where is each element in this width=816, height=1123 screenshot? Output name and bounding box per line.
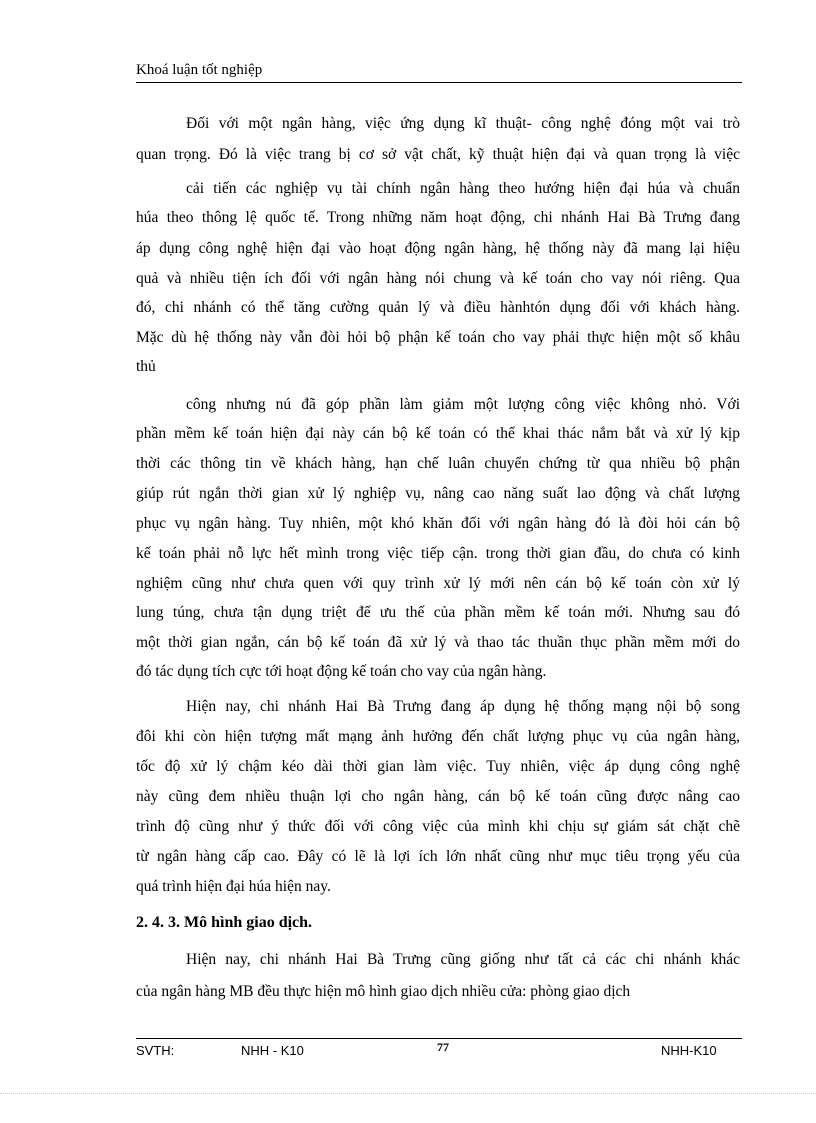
body-line: quá trình hiện đại húa hiện nay.	[136, 878, 331, 895]
body-line: của ngân hàng MB đều thực hiện mô hình giao dịch nhiều cửa: phòng giao dịch	[136, 983, 631, 1000]
body-line: đó tác dụng tích cực tới hoạt động kế toán cho vay của ngân hàng.	[136, 663, 547, 680]
body-line: phần mềm kế toán hiện đại này cán bộ kế toán có thể khai thác nắm bắt và xử lý kịp	[136, 425, 740, 442]
body-line: trình độ cũng như ý thức đối với công việc của mình khi chịu sự giám sát chặt chẽ	[136, 818, 740, 835]
body-line: Hiện nay, chi nhánh Hai Bà Trưng cũng giống như tất cả các chi nhánh khác	[186, 951, 740, 968]
body-line: đó, chi nhánh có thể tăng cường quản lý và điều hànhtón dụng đối với khách hàng.	[136, 299, 740, 316]
header-rule	[136, 82, 742, 83]
body-line: kế toán phải nỗ lực hết mình trong việc tiếp cận. trong thời gian đầu, do chưa có kinh	[136, 545, 740, 562]
body-line: nghiệm cũng như chưa quen với quy trình xử lý mới nên cán bộ kế toán còn xử lý	[136, 575, 740, 592]
body-line: cải tiến các nghiệp vụ tài chính ngân hàng theo hướng hiện đại húa và chuẩn	[186, 180, 740, 197]
body-line: lung túng, chưa tận dụng triệt để ưu thế của phần mềm kế toán mới. Nhưng sau đó	[136, 604, 740, 621]
page-header-title: Khoá luận tốt nghiệp	[136, 62, 263, 78]
body-line: thời các thông tin về khách hàng, hạn chế luân chuyển chứng từ qua nhiều bộ phận	[136, 455, 740, 472]
body-line: đôi khi còn hiện tượng mất mạng ảnh hưởng đến chất lượng phục vụ của ngân hàng,	[136, 728, 740, 745]
page-edge-divider	[0, 1093, 816, 1094]
footer-svth-label: SVTH:	[136, 1043, 175, 1058]
body-line: Đối với một ngân hàng, việc ứng dụng kĩ thuật- công nghệ đóng một vai trò	[186, 115, 740, 132]
body-line: húa theo thông lệ quốc tế. Trong những năm hoạt động, chi nhánh Hai Bà Trưng đang	[136, 209, 740, 226]
body-line: Mặc dù hệ thống này vẫn đòi hỏi bộ phận kế toán cho vay phải thực hiện một số khâu	[136, 329, 740, 346]
body-line: thủ	[136, 358, 156, 375]
body-line: từ ngân hàng cấp cao. Đây có lẽ là lợi ích lớn nhất cũng như mục tiêu trọng yếu của	[136, 848, 740, 865]
body-line: áp dụng công nghệ hiện đại vào hoạt động ngân hàng, hệ thống này đã mang lại hiệu	[136, 240, 740, 257]
body-line: giúp rút ngắn thời gian xử lý nghiệp vụ, nâng cao năng suất lao động và chất lượng	[136, 485, 740, 502]
body-line: tốc độ xử lý chậm kéo dài thời gian làm việc. Tuy nhiên, việc áp dụng công nghệ	[136, 758, 740, 775]
body-line: phục vụ ngân hàng. Tuy nhiên, một khó khăn đối với ngân hàng đó là đòi hỏi cán bộ	[136, 515, 740, 532]
body-line: quan trọng. Đó là việc trang bị cơ sở vật chất, kỹ thuật hiện đại và quan trọng là việc	[136, 146, 740, 163]
body-line: Hiện nay, chi nhánh Hai Bà Trưng đang áp dụng hệ thống mạng nội bộ song	[186, 698, 740, 715]
body-line: này cũng đem nhiều thuận lợi cho ngân hàng, cán bộ kế toán cũng được nâng cao	[136, 788, 740, 805]
body-line: một thời gian ngắn, cán bộ kế toán đã xử lý và thao tác thuần thục phần mềm mới do	[136, 634, 740, 651]
body-line: công nhưng nú đã góp phần làm giảm một lượng công việc không nhỏ. Với	[186, 396, 740, 413]
section-heading: 2. 4. 3. Mô hình giao dịch.	[136, 914, 313, 931]
body-line: quả và nhiều tiện ích đối với ngân hàng nói chung và kế toán cho vay nói riêng. Qua	[136, 270, 740, 287]
footer-class-right: NHH-K10	[661, 1043, 717, 1058]
footer-rule	[136, 1038, 742, 1039]
footer-class-left: NHH - K10	[241, 1043, 304, 1058]
page-number: 77	[437, 1040, 449, 1054]
